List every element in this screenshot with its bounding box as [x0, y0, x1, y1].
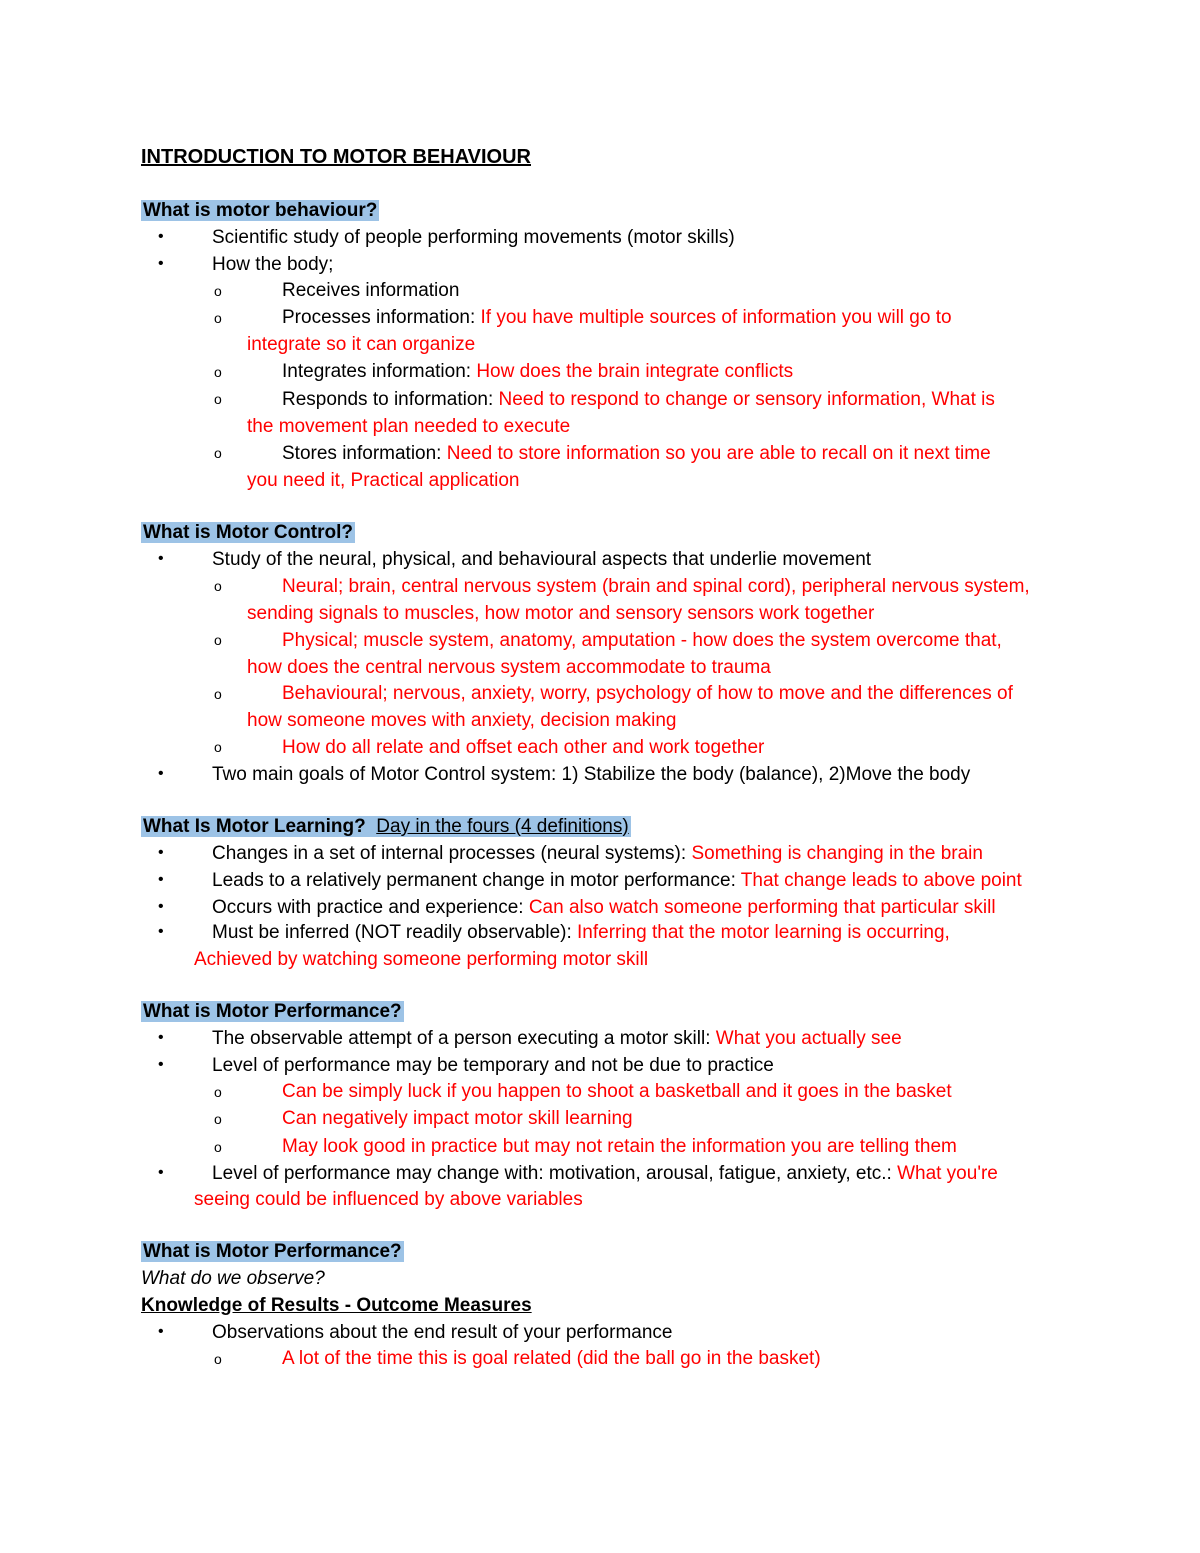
circle-bullet-icon: o: [214, 1139, 222, 1155]
list-item: The observable attempt of a person executing a motor skill: What you actually see: [212, 1028, 902, 1049]
sub-list-item: Physical; muscle system, anatomy, amputation - how does the system overcome that,: [282, 630, 1002, 651]
section-heading-motor-behaviour: What is motor behaviour?: [143, 200, 378, 221]
bullet-icon: •: [158, 923, 164, 940]
circle-bullet-icon: o: [214, 1111, 222, 1127]
bullet-icon: •: [158, 228, 164, 245]
sub-list-item-continuation: how someone moves with anxiety, decision making: [247, 710, 677, 731]
sub-list-item: Receives information: [282, 280, 460, 301]
circle-bullet-icon: o: [214, 445, 222, 461]
list-item: Level of performance may be temporary and not be due to practice: [212, 1055, 774, 1076]
bullet-icon: •: [158, 1164, 164, 1181]
sub-list-item: May look good in practice but may not retain the information you are telling them: [282, 1136, 957, 1157]
list-item: How the body;: [212, 254, 334, 275]
list-item: Study of the neural, physical, and behavioural aspects that underlie movement: [212, 549, 872, 570]
sub-list-item: Processes information: If you have multiple sources of information you will go to: [282, 307, 952, 328]
sub-list-item: Can negatively impact motor skill learning: [282, 1108, 633, 1129]
bullet-icon: •: [158, 1323, 164, 1340]
section-heading-motor-control: What is Motor Control?: [143, 522, 354, 543]
bullet-icon: •: [158, 1056, 164, 1073]
bullet-icon: •: [158, 844, 164, 861]
page-title: INTRODUCTION TO MOTOR BEHAVIOUR: [141, 146, 531, 168]
circle-bullet-icon: o: [214, 739, 222, 755]
sub-list-item: How do all relate and offset each other and work together: [282, 737, 765, 758]
circle-bullet-icon: o: [214, 364, 222, 380]
bullet-icon: •: [158, 255, 164, 272]
sub-list-item: Can be simply luck if you happen to shoot a basketball and it goes in the basket: [282, 1081, 952, 1102]
circle-bullet-icon: o: [214, 310, 222, 326]
list-item: Occurs with practice and experience: Can also watch someone performing that particular skill: [212, 897, 996, 918]
circle-bullet-icon: o: [214, 578, 222, 594]
sub-list-item-continuation: how does the central nervous system accommodate to trauma: [247, 657, 771, 678]
sub-list-item: Neural; brain, central nervous system (brain and spinal cord), peripheral nervous system,: [282, 576, 1030, 597]
bullet-icon: •: [158, 898, 164, 915]
circle-bullet-icon: o: [214, 1084, 222, 1100]
list-item-continuation: Achieved by watching someone performing motor skill: [194, 949, 649, 970]
heading-link-four-definitions: Day in the fours (4 definitions): [376, 816, 629, 837]
list-item: Changes in a set of internal processes (neural systems): Something is changing in the brain: [212, 843, 983, 864]
circle-bullet-icon: o: [214, 1351, 222, 1367]
sub-list-item-continuation: sending signals to muscles, how motor and sensory sensors work together: [247, 603, 875, 624]
sub-list-item: Stores information: Need to store information so you are able to recall on it next time: [282, 443, 991, 464]
circle-bullet-icon: o: [214, 686, 222, 702]
list-item-continuation: seeing could be influenced by above variables: [194, 1189, 583, 1210]
sub-list-item-continuation: the movement plan needed to execute: [247, 416, 571, 437]
section-heading-motor-performance: What is Motor Performance?: [143, 1001, 402, 1022]
list-item: Level of performance may change with: motivation, arousal, fatigue, anxiety, etc.: What you're: [212, 1163, 998, 1184]
list-item: Must be inferred (NOT readily observable): Inferring that the motor learning is occurring,: [212, 922, 950, 943]
list-item: Leads to a relatively permanent change in motor performance: That change leads to above point: [212, 870, 1022, 891]
sub-list-item: A lot of the time this is goal related (did the ball go in the basket): [282, 1348, 821, 1369]
list-item: Two main goals of Motor Control system: 1) Stabilize the body (balance), 2)Move the body: [212, 764, 971, 785]
bullet-icon: •: [158, 550, 164, 567]
section-heading-motor-performance-2: What is Motor Performance?: [143, 1241, 402, 1262]
bullet-icon: •: [158, 765, 164, 782]
section-heading-motor-learning: What Is Motor Learning? Day in the fours (4 definitions): [143, 816, 629, 837]
subheading-knowledge-of-results: Knowledge of Results - Outcome Measures: [141, 1295, 532, 1316]
sub-list-item-continuation: integrate so it can organize: [247, 334, 476, 355]
sub-list-item: Behavioural; nervous, anxiety, worry, psychology of how to move and the differences of: [282, 683, 1013, 704]
list-item: Observations about the end result of your performance: [212, 1322, 673, 1343]
sub-list-item-continuation: you need it, Practical application: [247, 470, 520, 491]
list-item: Scientific study of people performing movements (motor skills): [212, 227, 735, 248]
circle-bullet-icon: o: [214, 632, 222, 648]
bullet-icon: •: [158, 871, 164, 888]
bullet-icon: •: [158, 1029, 164, 1046]
subheading-what-do-we-observe: What do we observe?: [141, 1268, 325, 1289]
sub-list-item: Responds to information: Need to respond to change or sensory information, What is: [282, 389, 995, 410]
circle-bullet-icon: o: [214, 391, 222, 407]
circle-bullet-icon: o: [214, 283, 222, 299]
sub-list-item: Integrates information: How does the brain integrate conflicts: [282, 361, 794, 382]
